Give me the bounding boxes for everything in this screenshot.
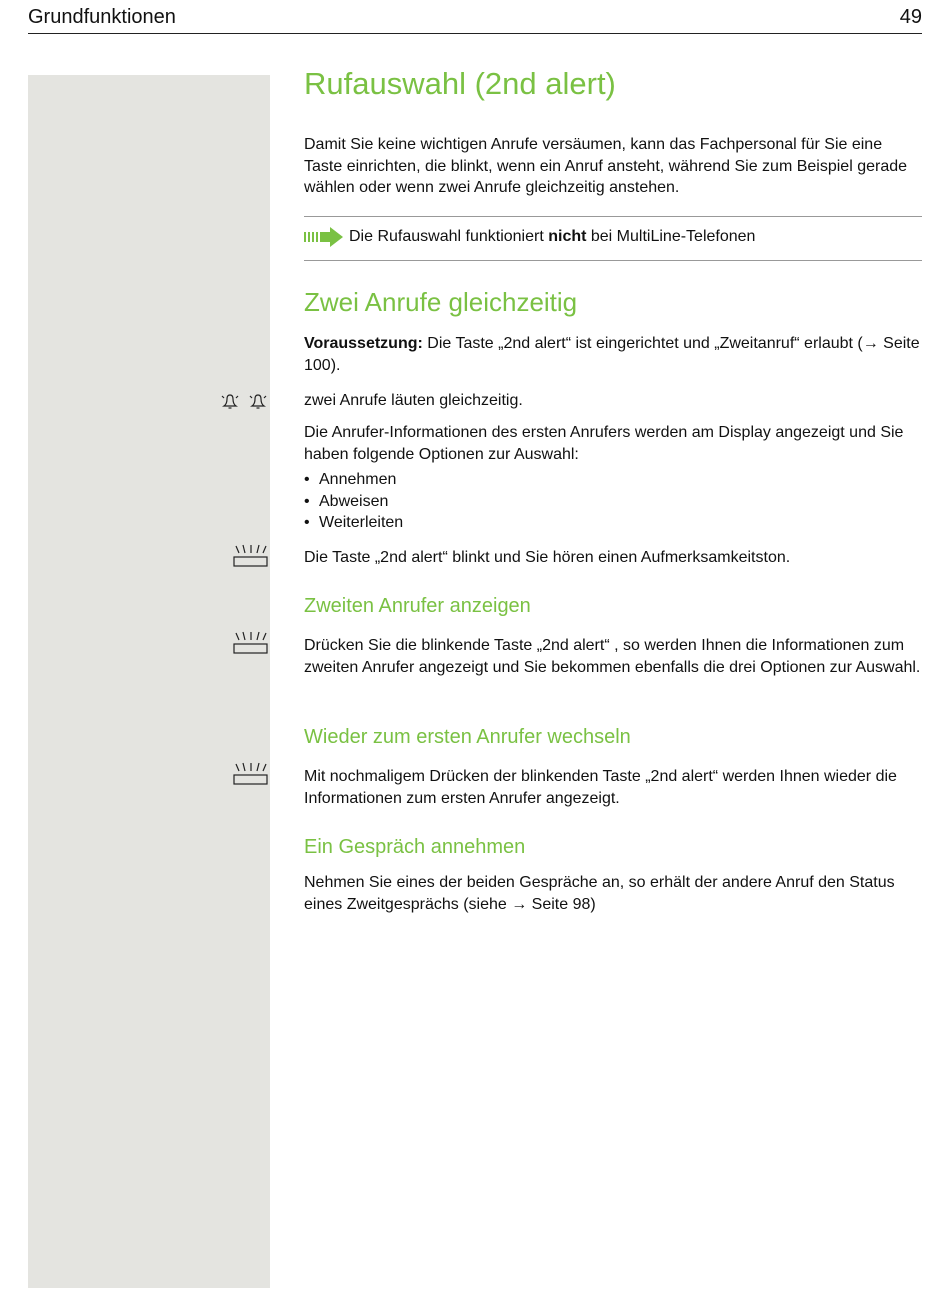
note-text-bold: nicht	[548, 228, 587, 246]
blinking-key-icon	[233, 631, 269, 655]
prerequisite-paragraph	[304, 333, 922, 376]
section-title: Rufauswahl (2nd alert)	[304, 66, 616, 101]
note-box	[304, 225, 922, 249]
intro-paragraph: Damit Sie keine wichtigen Anrufe versäumen, kann das Fachpersonal für Sie eine Taste einrichten, die blinkt, wenn ein Anruf ansteht, während Sie zum Beispiel gerade wählen oder wenn zwei Anrufe gleichzeitig anstehen.	[304, 136, 908, 196]
option-item: • Weiterleiten	[304, 512, 922, 534]
note-divider-bottom	[304, 260, 922, 261]
prerequisite-text: Die Taste „2nd alert“ ist eingerichtet und „Zweitanruf“ erlaubt (→ Seite 100).	[304, 335, 920, 374]
page-number: 49	[899, 6, 922, 28]
note-divider-top	[304, 216, 922, 217]
caller-info-paragraph: Die Anrufer-Informationen des ersten Anrufers werden am Display angezeigt und Sie haben folgende Optionen zur Auswahl:	[304, 424, 904, 463]
option-item: • Abweisen	[304, 491, 922, 513]
step-title: Wieder zum ersten Anrufer wechseln	[304, 726, 631, 748]
blinking-key-icon	[233, 762, 269, 786]
note-text-before: Die Rufauswahl funktioniert	[349, 228, 549, 246]
blink-text: Die Taste „2nd alert“ blinkt und Sie hören einen Aufmerksamkeitston.	[304, 549, 791, 566]
subsection-title: Zwei Anrufe gleichzeitig	[304, 287, 578, 317]
blinking-key-icon	[233, 544, 269, 568]
note-text	[349, 226, 755, 248]
ringing-bell-icon	[221, 392, 269, 412]
step-title: Ein Gespräch annehmen	[304, 836, 526, 858]
sidebar-margin	[28, 75, 270, 1288]
green-arrow-note-icon	[304, 225, 344, 249]
step-text: Nehmen Sie eines der beiden Gespräche an, so erhält der andere Anruf den Status eines Zweitgesprächs (siehe → Seite 98)	[304, 874, 895, 913]
step-text: Mit nochmaligem Drücken der blinkenden Taste „2nd alert“ werden Ihnen wieder die Informationen zum ersten Anrufer angezeigt.	[304, 768, 897, 807]
header-divider	[28, 33, 922, 34]
step-text: Drücken Sie die blinkende Taste „2nd alert“ , so werden Ihnen die Informationen zum zweiten Anrufer angezeigt und Sie bekommen ebenfalls die drei Optionen zur Auswahl.	[304, 637, 921, 676]
options-list	[304, 469, 922, 534]
step-title: Zweiten Anrufer anzeigen	[304, 595, 531, 617]
option-item: • Annehmen	[304, 469, 922, 491]
page-header-title: Grundfunktionen	[28, 6, 176, 28]
ringing-text: zwei Anrufe läuten gleichzeitig.	[304, 392, 523, 409]
prerequisite-label: Voraussetzung:	[304, 335, 423, 352]
note-text-after: bei MultiLine-Telefonen	[586, 228, 756, 246]
